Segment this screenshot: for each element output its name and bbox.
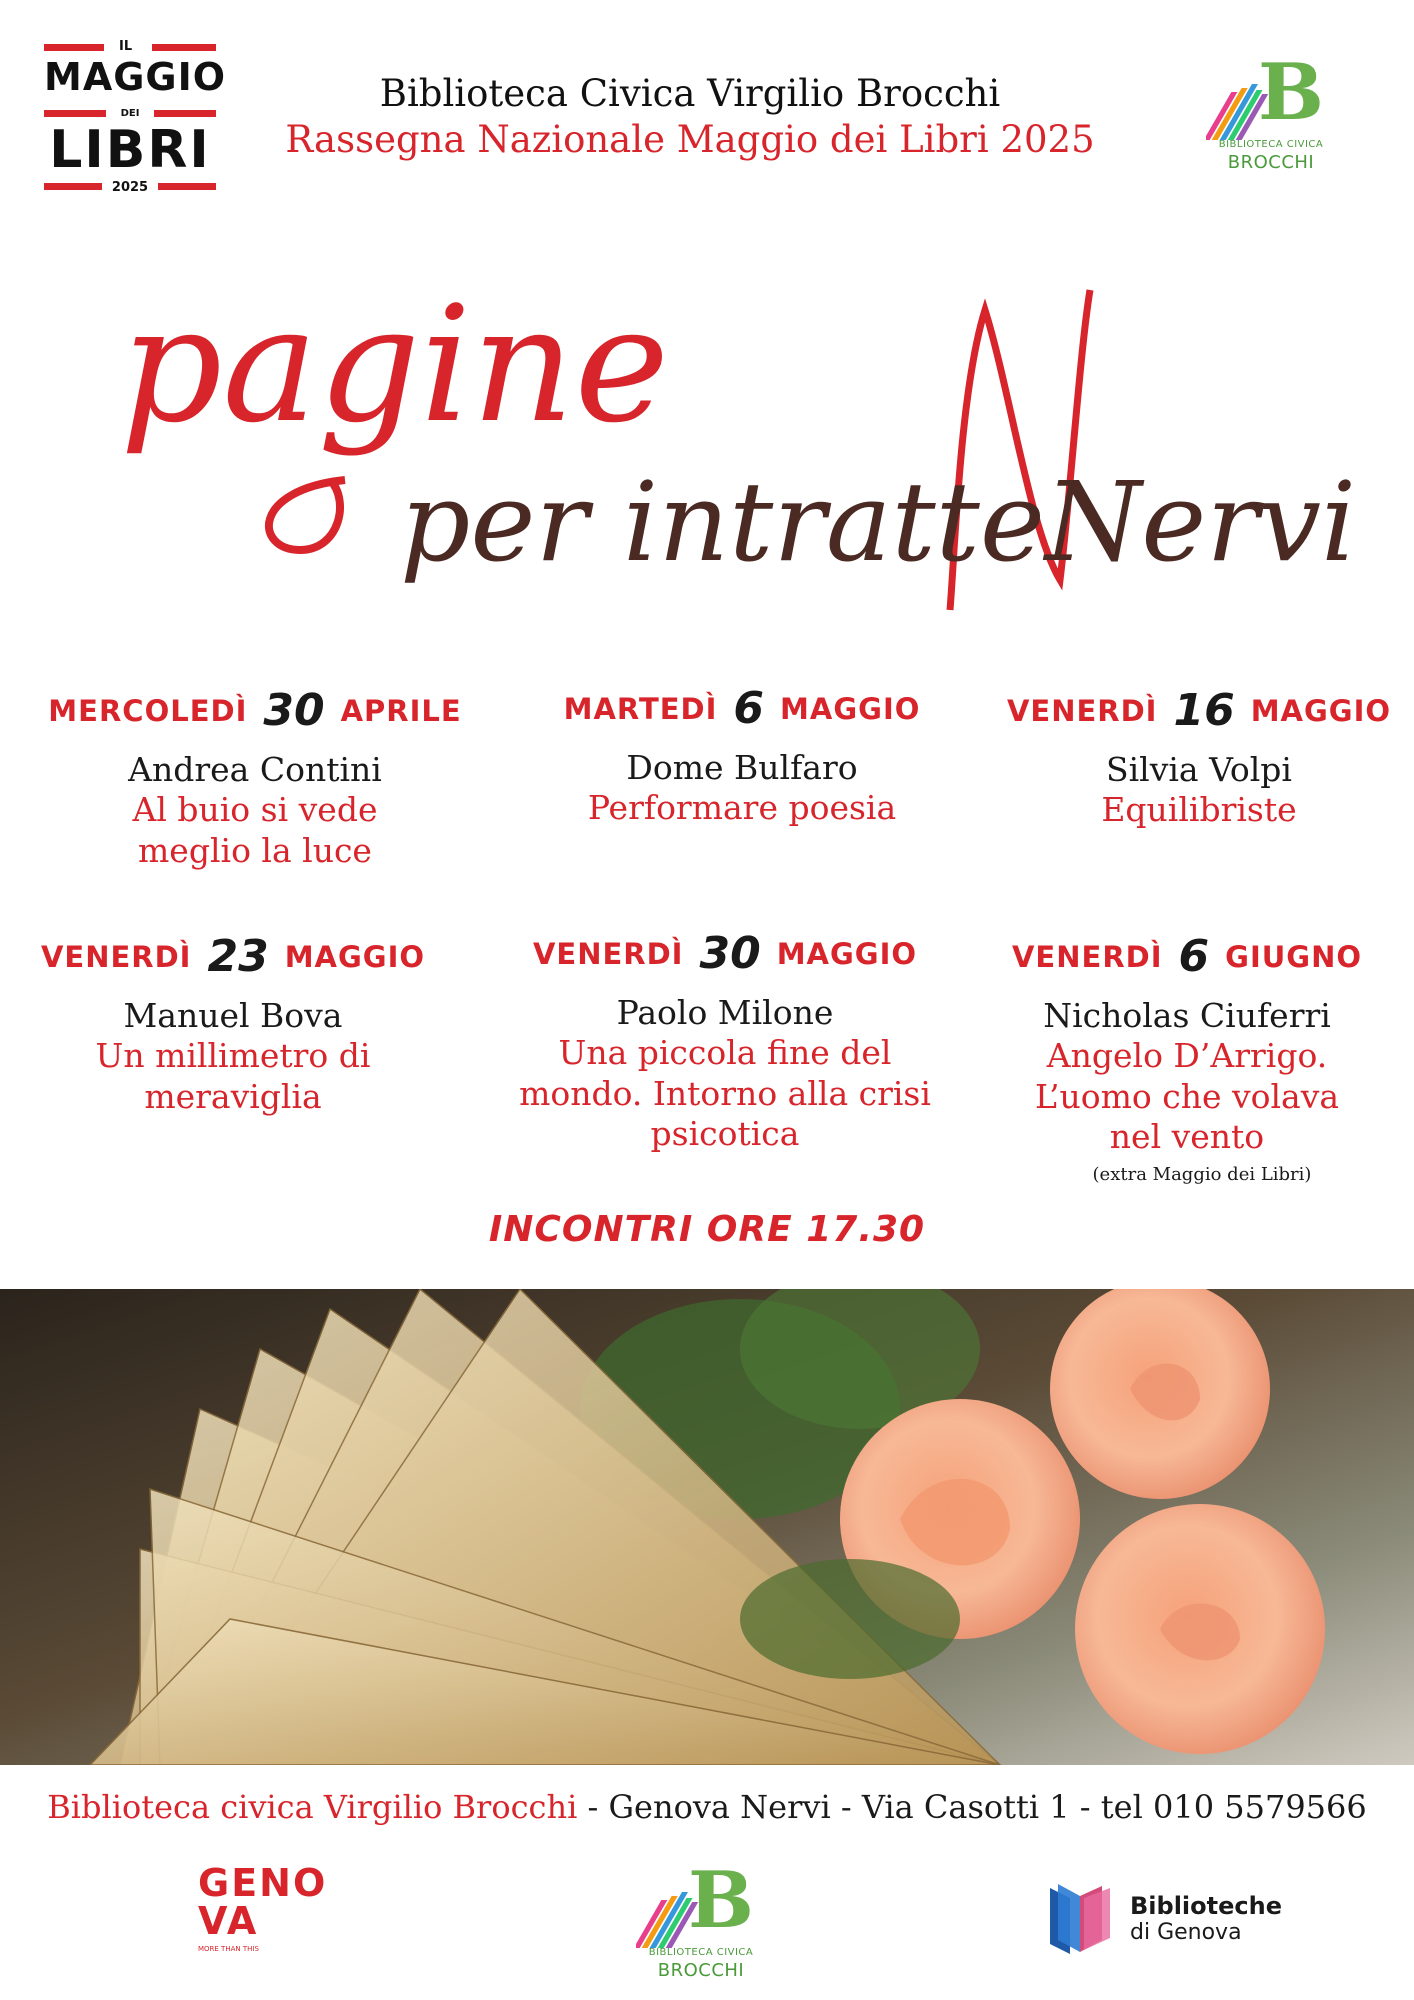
brocchi-logo-footer — [636, 1855, 766, 1982]
main-title — [0, 250, 1414, 630]
brocchi-caption-bottom: BROCCHI — [657, 1960, 745, 1981]
logo-text-maggio: MAGGIO — [44, 55, 227, 99]
brocchi-caption-top: BIBLIOTECA CIVICA — [1218, 139, 1324, 150]
main-title-line2: per intratteNervi — [400, 458, 1357, 586]
event-card — [517, 682, 967, 829]
event-author: Andrea Contini — [128, 750, 382, 789]
event-month: MAGGIO — [1250, 694, 1392, 728]
event-day-number: 6 — [733, 683, 765, 734]
footer-library: Biblioteca civica Virgilio Brocchi — [47, 1788, 578, 1826]
event-date — [517, 682, 967, 736]
event-date — [962, 930, 1412, 984]
event-date — [30, 684, 480, 738]
event-author: Dome Bulfaro — [626, 748, 858, 787]
main-title-line1: pagine — [120, 271, 670, 458]
footer-separator: - — [830, 1788, 862, 1826]
biblioteche-line1: Biblioteche — [1130, 1892, 1282, 1920]
event-title-line: psicotica — [650, 1113, 800, 1153]
script-flourish — [269, 480, 345, 550]
event-month: APRILE — [340, 694, 462, 728]
logo-text-dei: DEI — [120, 108, 140, 119]
event-card — [30, 684, 480, 871]
event-title-line: Angelo D’Arrigo. — [1046, 1036, 1328, 1076]
event-author: Paolo Milone — [616, 993, 834, 1032]
event-day-number: 30 — [263, 685, 325, 736]
footer-address: Via Casotti 1 — [861, 1788, 1070, 1826]
logo-bar — [152, 44, 216, 51]
open-book-icon — [1040, 1878, 1120, 1958]
book-roses-photo — [0, 1289, 1414, 1765]
maggio-dei-libri-logo — [44, 39, 227, 196]
brocchi-caption-bottom: BROCCHI — [1227, 152, 1315, 173]
event-month: GIUGNO — [1225, 940, 1363, 974]
footer-city: Genova Nervi — [608, 1788, 831, 1826]
event-title-line: nel vento — [1109, 1116, 1265, 1156]
event-card — [974, 684, 1414, 831]
event-day: MARTEDÌ — [563, 692, 718, 726]
event-month: MAGGIO — [780, 692, 921, 726]
brocchi-letter: B — [1258, 47, 1324, 138]
footer-separator: - — [1069, 1788, 1101, 1826]
event-title-line: Performare poesia — [587, 788, 897, 828]
event-card — [8, 930, 458, 1117]
event-day: VENERDÌ — [532, 937, 684, 971]
genova-logo — [190, 1861, 328, 1962]
event-title-line: meraviglia — [144, 1076, 322, 1116]
header-title: Biblioteca Civica Virgilio Brocchi — [379, 72, 1001, 115]
event-title-line: Un millimetro di — [95, 1036, 371, 1076]
event-title-line: Una piccola fine del — [558, 1033, 892, 1073]
event-day-number: 6 — [1178, 931, 1210, 982]
biblioteche-line2: di Genova — [1130, 1920, 1242, 1945]
event-day-number: 16 — [1173, 685, 1235, 736]
footer-phone: tel 010 5579566 — [1100, 1788, 1367, 1826]
brocchi-logo — [1206, 47, 1336, 174]
event-day-number: 23 — [207, 931, 269, 982]
event-card — [962, 930, 1412, 1186]
event-author: Silvia Volpi — [1106, 750, 1292, 789]
header-subtitle: Rassegna Nazionale Maggio dei Libri 2025 — [285, 118, 1095, 161]
event-title-line: L’uomo che volava — [1034, 1076, 1340, 1116]
genova-logo-line1: GENO — [198, 1861, 328, 1905]
event-date — [974, 684, 1414, 738]
event-day: MERCOLEDÌ — [48, 694, 248, 728]
event-author: Manuel Bova — [123, 996, 343, 1035]
brocchi-caption-top: BIBLIOTECA CIVICA — [648, 1947, 754, 1958]
event-title-line: mondo. Intorno alla crisi — [519, 1073, 931, 1113]
event-day: VENERDÌ — [40, 940, 192, 974]
event-author: Nicholas Ciuferri — [1043, 996, 1331, 1035]
logo-text-il: IL — [119, 39, 133, 54]
event-title-line: meglio la luce — [138, 830, 372, 870]
genova-logo-line2: VA — [198, 1899, 259, 1943]
footer-contact-line — [0, 1788, 1414, 1826]
genova-logo-tagline: MORE THAN THIS — [198, 1945, 259, 1953]
event-day-number: 30 — [699, 928, 761, 979]
event-month: MAGGIO — [284, 940, 426, 974]
logo-text-year: 2025 — [111, 180, 149, 195]
event-title-line: Equilibriste — [1101, 790, 1297, 830]
footer-separator: - — [577, 1788, 609, 1826]
event-day: VENERDÌ — [1006, 694, 1158, 728]
event-title-line: Al buio si vede — [132, 790, 378, 830]
event-card — [500, 927, 950, 1154]
event-month: MAGGIO — [776, 937, 918, 971]
event-day: VENERDÌ — [1011, 940, 1163, 974]
event-date — [500, 927, 950, 981]
meeting-time: INCONTRI ORE 17.30 — [488, 1209, 926, 1250]
biblioteche-genova-logo — [1040, 1878, 1290, 1958]
event-date — [8, 930, 458, 984]
event-note: (extra Maggio dei Libri) — [1092, 1164, 1312, 1185]
logo-bar — [44, 44, 104, 51]
brocchi-letter: B — [688, 1855, 754, 1946]
logo-text-libri: LIBRI — [49, 120, 211, 180]
